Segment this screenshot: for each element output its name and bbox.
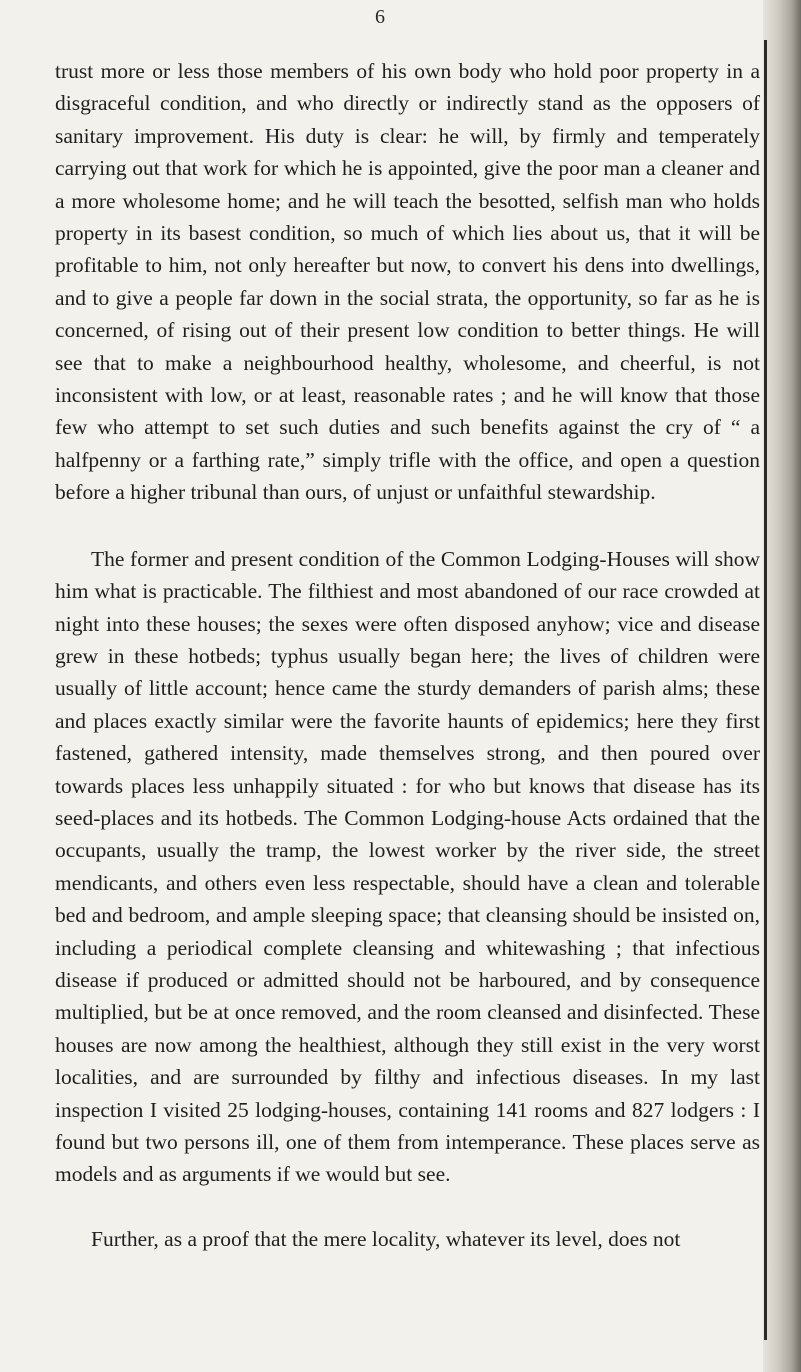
paragraph-1: trust more or less those members of his own body who hold poor property in a disgraceful condition, and who directly or indirectly stand as the opposers of sanitary improvement. His duty is clear: he will, by firmly and temperately carrying out that work for which he is appointed, give the poor man a cleaner and a more wholesome home; and he will teach the besotted, selfish man who holds property in its basest condition, so much of which lies about us, that it will be profitable to him, not only hereafter but now, to convert his dens into dwellings, and to give a people far down in the social strata, the opportunity, so far as he is concerned, of rising out of their present low condition to better things. He will see that to make a neighbourhood healthy, wholesome, and cheerful, is not inconsistent with low, or at least, reasonable rates ; and he will know that those few who attempt to set such duties and such benefits against the cry of “ a halfpenny or a farthing rate,” simply trifle with the office, and open a question before a higher tribunal than ours, of unjust or unfaithful stewardship.	[55, 59, 760, 505]
binding-edge	[764, 40, 767, 1340]
document-body	[55, 55, 760, 1255]
page-number: 6	[375, 6, 385, 28]
paragraph-3: Further, as a proof that the mere locality, whatever its level, does not	[91, 1226, 681, 1251]
binding-gutter	[763, 0, 801, 1372]
paragraph-2: The former and present condition of the Common Lodging-Houses will show him what is practicable. The filthiest and most abandoned of our race crowded at night into these houses; the sexes were often disposed anyhow; vice and disease grew in these hotbeds; typhus usually began here; the lives of children were usually of little account; hence came the sturdy demanders of parish alms; these and places exactly similar were the favorite haunts of epidemics; here they first fastened, gathered intensity, made themselves strong, and then poured over towards places less unhappily situated : for who but knows that disease has its seed-places and its hotbeds. The Common Lodging-house Acts ordained that the occupants, usually the tramp, the lowest worker by the river side, the street mendicants, and others even less respectable, should have a clean and tolerable bed and bedroom, and ample sleeping space; that cleansing should be insisted on, including a periodical complete cleansing and whitewashing ; that infectious disease if produced or admitted should not be harboured, and by consequence multiplied, but be at once removed, and the room cleansed and disinfected. These houses are now among the healthiest, although they still exist in the very worst localities, and are surrounded by filthy and infectious diseases. In my last inspection I visited 25 lodging-houses, containing 141 rooms and 827 lodgers : I found but two persons ill, one of them from intemperance. These places serve as models and as arguments if we would but see.	[55, 546, 760, 1187]
